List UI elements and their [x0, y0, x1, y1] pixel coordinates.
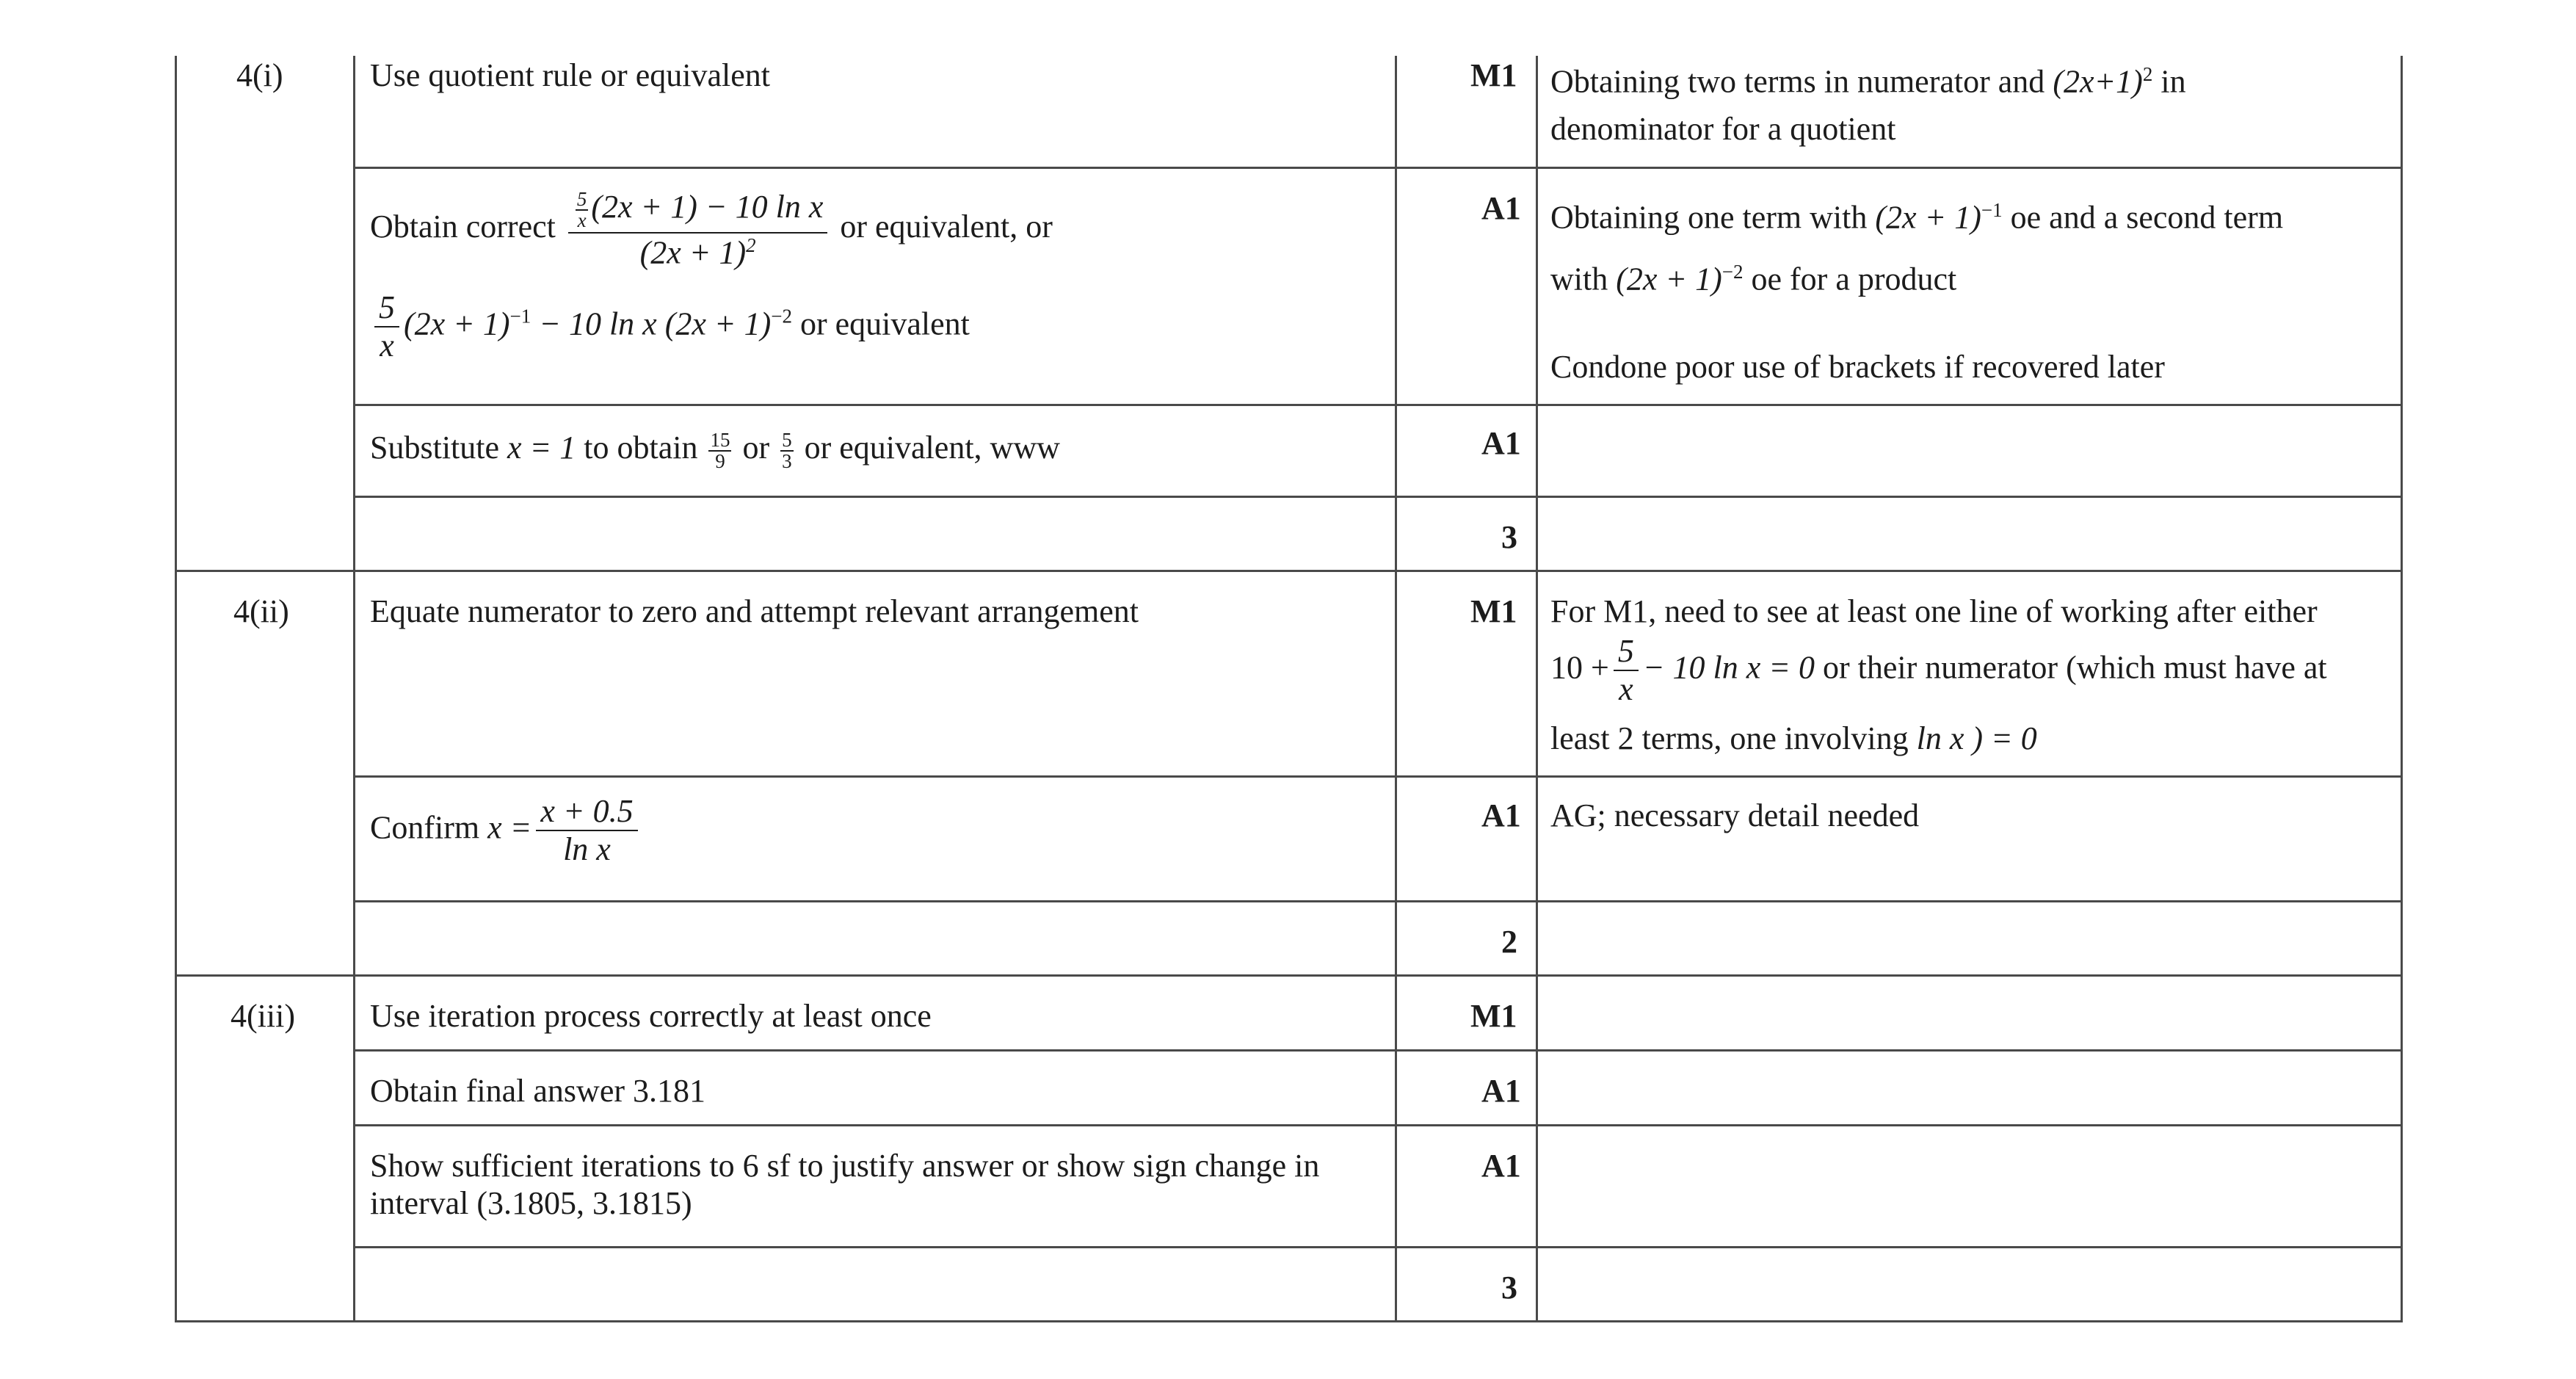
- guidance-text: with $(2x + 1)^{-2}$ oe for a product: [1550, 261, 1957, 297]
- guidance-text: denominator for a quotient: [1550, 111, 1896, 147]
- answer-formula: $\frac{5}{x}$ $(2x + 1)^{-1} - 10$ ln x $(2x + 1)^{-2}$ or equivalent: [370, 291, 970, 363]
- row-divider: [353, 496, 2403, 498]
- column-divider-2: [1395, 56, 1397, 1322]
- mark-code: M1: [1470, 57, 1517, 93]
- mark-code: M1: [1470, 998, 1517, 1034]
- section-divider: [175, 974, 2403, 977]
- guidance-text: least 2 terms, one involving ln x ) = 0: [1550, 720, 2037, 756]
- total-marks: 3: [1501, 519, 1517, 555]
- row-divider: [353, 1049, 2403, 1052]
- mark-code: A1: [1481, 425, 1521, 461]
- answer-text: Obtain final answer 3.181: [370, 1073, 705, 1109]
- mark-code: A1: [1481, 1148, 1521, 1184]
- row-divider: [353, 900, 2403, 902]
- table-border-bottom: [175, 1320, 2403, 1322]
- guidance-text: For M1, need to see at least one line of working after either: [1550, 593, 2318, 629]
- row-divider: [353, 775, 2403, 778]
- question-label: 4(ii): [233, 593, 289, 629]
- answer-formula: Obtain correct $\frac{5}{x}$ (2x + 1) − 10 ln x $(2x + 1)^2$ or equivalent, or: [370, 188, 1053, 271]
- table-border-left: [175, 56, 177, 1322]
- section-divider: [175, 570, 2403, 572]
- mark-code: A1: [1481, 1073, 1521, 1109]
- guidance-text: Obtaining two terms in numerator and $(2x+1)^2$ in: [1550, 63, 2186, 100]
- guidance-text: Condone poor use of brackets if recovered later: [1550, 349, 2165, 385]
- column-divider-3: [1536, 56, 1538, 1322]
- mark-code: A1: [1481, 797, 1521, 833]
- row-divider: [353, 1124, 2403, 1126]
- guidance-text: AG; necessary detail needed: [1550, 797, 1920, 833]
- guidance-text: Obtaining one term with $(2x + 1)^{-1}$ oe and a second term: [1550, 199, 2284, 236]
- quotient-fraction: $\frac{5}{x}$ (2x + 1) − 10 ln x $(2x + 1)^2$: [568, 189, 827, 270]
- answer-text: Show sufficient iterations to 6 sf to justify answer or show sign change in: [370, 1148, 1320, 1184]
- table-border-right: [2401, 56, 2403, 1322]
- total-marks: 2: [1501, 924, 1517, 960]
- question-label: 4(i): [236, 57, 283, 93]
- answer-text: Use quotient rule or equivalent: [370, 57, 770, 93]
- answer-text: interval (3.1805, 3.1815): [370, 1185, 692, 1221]
- mark-code: M1: [1470, 593, 1517, 629]
- total-marks: 3: [1501, 1270, 1517, 1306]
- row-divider: [353, 404, 2403, 406]
- guidance-formula: 10 + $\frac{5}{x}$ − 10 ln x = 0 or their numerator (which must have at: [1550, 633, 2327, 708]
- answer-text: Equate numerator to zero and attempt relevant arrangement: [370, 593, 1139, 629]
- row-divider: [353, 167, 2403, 169]
- answer-formula: Confirm x = $\frac{x + 0.5}{\text{ln x}}$: [370, 795, 642, 866]
- row-divider: [353, 1246, 2403, 1248]
- answer-text: Use iteration process correctly at least once: [370, 998, 932, 1034]
- mark-code: A1: [1481, 190, 1521, 226]
- question-label: 4(iii): [231, 998, 295, 1034]
- answer-formula: Substitute x = 1 to obtain $\frac{15}{9}$ or $\frac{5}{3}$ or equivalent, www: [370, 428, 1060, 472]
- column-divider-1: [353, 56, 355, 1322]
